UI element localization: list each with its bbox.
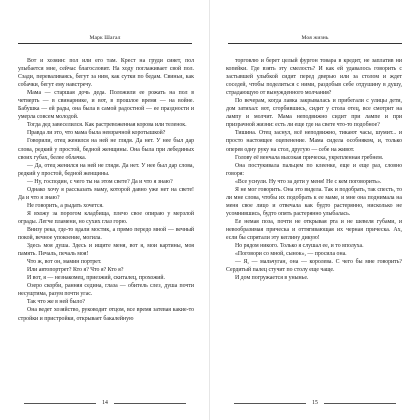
paragraph: Она постукивала пальцем по клеенке, еще и еще раз, словно говоря:: [226, 162, 402, 177]
running-head-right: Моя жизнь: [301, 35, 329, 41]
folio-left: [18, 400, 192, 406]
left-page-body: [18, 57, 194, 323]
right-page: [210, 0, 420, 420]
right-page-body: [226, 57, 402, 282]
paragraph: Так что же в ней было?: [27, 299, 85, 306]
paragraph: По вечерам, когда лавка закрывалась и прибегали с улицы дети, дом затихал: вот, сгорбившись, сидит у стола отец, все смотрит на лампу и молчит. Мама неподвижно сидит при лампе и при призрачной жизни: есть ли еще где на свете что-то подобное?: [226, 98, 402, 129]
paragraph: Мама — старшая дочь деда. Положили ее рожать на пол в четверть — в свинарнике, и вот, в прошлое время — на войне. Бабушка — ей рады, она была в самой радостной — ее праздности и умерла совсем молодой.: [18, 90, 194, 121]
paragraph: — Да, отец женился на ней не глядя. Да нет. У нее был дар слова, редкий у простой, бедной женщины.: [18, 162, 194, 177]
paragraph: торговлю и берет целый фургон товара в кредит, не заплатив ни копейки. Где взять эту смелость? И как ей удавалось говорить с застывшей улыбкой сидит перед дверью или за столом и ждет соседей, чтобы поделиться с ними, раздобыв себе отдушину в душу, страдающую от вынужденного молчания?: [226, 58, 402, 97]
paragraph: Озеро скорби, ранняя седина, глаза — обитель слез, душа почти несущтима, разум почти угас.: [18, 283, 194, 298]
paragraph: Здесь моя душа. Здесь и ищите меня, вот я, мои картины, моя память. Печаль, печаль моя!: [18, 243, 194, 258]
paragraph: И дом погружается в унынье.: [235, 275, 309, 282]
folio-rule: [114, 403, 186, 404]
paragraph: Вот и хозяин: пол или его там. Крест на груди сияет, пол улыбается мне, сейчас благословит. На ходу поглаживает свой пол. Сзади, переваливаясь, бегут за ним, как сутки по бедам. Свиньи, как собачки, бегут ему навстречу.: [18, 58, 194, 89]
page-number-left: 14: [102, 400, 108, 406]
paragraph: И вот, я — незнакомец, приезжий, скиталец, прохожий.: [27, 275, 165, 282]
header-rule-left: [18, 43, 192, 44]
paragraph: Или автопортрет? Кто я? Что я? Кто я?: [27, 267, 124, 274]
paragraph: Она ведет хозяйство, руководит отцом, все время затевая какие-то стройки и пристройки, открывает бакалейную: [18, 307, 194, 322]
paragraph: Однако хочу я рассказать маму, которой давно уже нет на свете! Да и что я знаю?: [18, 186, 194, 201]
paragraph: Тогда дед завеселился. Как растревоженная корова или теленок.: [27, 122, 187, 129]
paragraph: Голову её венчала высокая прическа, укрепленная гребнем.: [235, 154, 384, 161]
paragraph: — Я, — мальчуган, она — королева. С чего бы мне говорить? Сердитый палец стучит по столу еще чаще.: [226, 259, 402, 274]
paragraph: — Ну, господин, с чего ты на этом свете? Да и что я знаю?: [27, 178, 173, 185]
paragraph: «Поговори со мной, сынок», — просила она.: [235, 251, 347, 258]
folio-rule: [24, 403, 96, 404]
page-number-right: 15: [312, 400, 318, 406]
paragraph: «Все уснули. Ну что за дети у меня! Не с кем поговорить».: [235, 178, 382, 185]
paragraph: Но рядом никого. Только я слушал ее, и то вполуха.: [235, 243, 364, 250]
folio-rule: [234, 403, 306, 404]
paragraph: Что ж, вот он, мамин портрет.: [27, 259, 102, 266]
paragraph: Тишина. Отец заснул, всё неподвижно, тикают часы, шумит... и просто настоящее оцепенение. Мама сидела особняком, и, только оперев одну руку на стол, другую — себе на живот.: [226, 130, 402, 153]
paragraph: Правда ли это, что мама была невзрачной коротышкой?: [27, 130, 166, 137]
paragraph: Говорили, отец женился на ней не глядя. Да нет. У нее был дар слова, редкий у простой, бедной женщины. Она была при лебединых своих губах, белее облачка.: [18, 138, 194, 161]
paragraph: Внизу река, где-то вдали мостик, а прямо передо мной — вечный покой, вечное упокоение, могила.: [18, 226, 194, 242]
paragraph: Не говорить, а рыдать хочется.: [27, 202, 104, 209]
header-rule-right: [228, 43, 402, 44]
paragraph: Ее немая поза, почти не открывая рта и не шевеля губами, и невообразимая прическа и оттягивающая их черная прическа. Ах, если бы спрятали эту кеглину дикую!: [226, 218, 402, 242]
folio-rule: [324, 403, 396, 404]
running-head-left: Марк Шагал: [89, 35, 121, 41]
folio-right: [228, 400, 402, 406]
paragraph: Я вхожу за порогом кладбища, плечо свое опираю у мерзлой ограды. Легче пламени, но сухих глаз горю.: [18, 210, 194, 225]
paragraph: Я не мог говорить. Она это видела. Так и подобрать, так спесть, то ли мне слова, чтобы их подобрать к ее маме, и мне она поднимала на меня свое лицо и отвечала как будто растерянно, нисколько не усомнившись, будто опять растерянно улыбалась.: [226, 186, 402, 217]
